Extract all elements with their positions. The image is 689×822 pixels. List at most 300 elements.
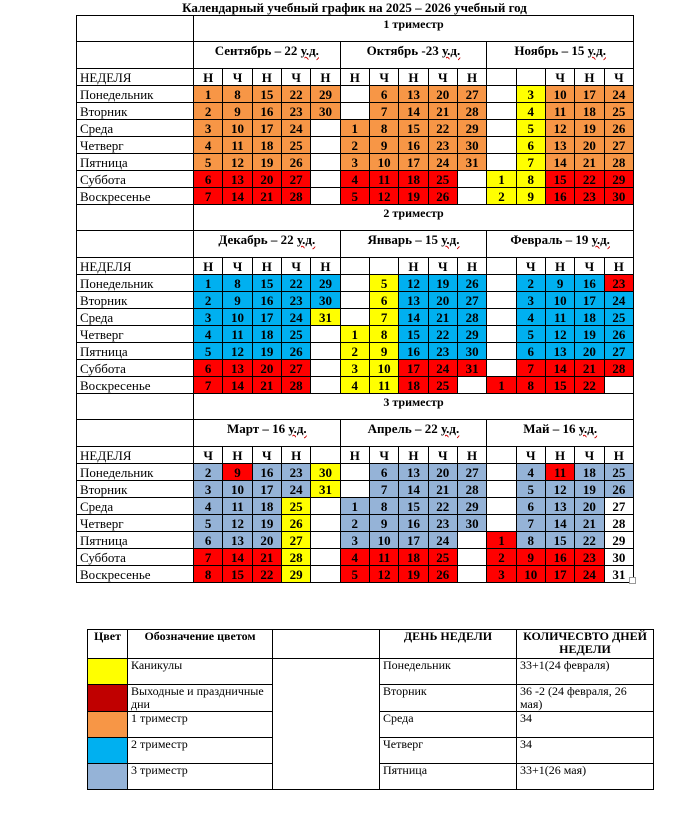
date-cell: 7: [369, 481, 398, 498]
day-row: [77, 532, 634, 549]
date-cell: 13: [399, 86, 428, 103]
week-type-cell: Ч: [575, 258, 604, 275]
date-cell: 11: [223, 498, 252, 515]
date-cell: 28: [604, 515, 633, 532]
date-cell: 15: [223, 566, 252, 583]
day-row: [77, 103, 634, 120]
date-cell: [487, 292, 516, 309]
date-cell: 31: [311, 309, 340, 326]
date-cell: 27: [457, 464, 486, 481]
week-type-cell: Н: [340, 447, 369, 464]
date-cell: 26: [281, 515, 310, 532]
date-cell: 15: [545, 377, 574, 394]
date-cell: 31: [604, 566, 633, 583]
month-header: [194, 420, 341, 447]
date-cell: 27: [457, 292, 486, 309]
date-cell: 7: [516, 154, 545, 171]
date-cell: 4: [194, 326, 223, 343]
date-cell: 17: [252, 481, 281, 498]
legend-label: 1 триместр: [128, 712, 273, 738]
date-cell: 31: [311, 481, 340, 498]
date-cell: 2: [194, 464, 223, 481]
date-cell: 15: [399, 120, 428, 137]
week-type-cell: [311, 447, 340, 464]
week-type-cell: Н: [252, 258, 281, 275]
date-cell: 13: [545, 343, 574, 360]
date-cell: 10: [545, 292, 574, 309]
month-header: [194, 231, 341, 258]
date-cell: 24: [281, 481, 310, 498]
date-cell: 2: [340, 137, 369, 154]
date-cell: 5: [194, 343, 223, 360]
date-cell: 12: [545, 481, 574, 498]
day-row: [77, 566, 634, 583]
date-cell: 9: [369, 137, 398, 154]
date-cell: 8: [516, 532, 545, 549]
date-cell: 8: [194, 566, 223, 583]
date-cell: [311, 498, 340, 515]
date-cell: [311, 360, 340, 377]
date-cell: 2: [340, 343, 369, 360]
date-cell: 19: [252, 343, 281, 360]
date-cell: 24: [428, 360, 457, 377]
date-cell: 10: [223, 481, 252, 498]
date-cell: [457, 532, 486, 549]
week-type-cell: [487, 258, 516, 275]
date-cell: [311, 171, 340, 188]
date-cell: 8: [369, 498, 398, 515]
date-cell: 10: [223, 309, 252, 326]
legend-count: 34: [517, 738, 654, 764]
date-cell: 23: [281, 464, 310, 481]
date-cell: 25: [281, 498, 310, 515]
month-row: [77, 231, 634, 258]
date-cell: 11: [545, 309, 574, 326]
date-cell: 14: [545, 154, 574, 171]
week-type-cell: Н: [604, 447, 633, 464]
month-name: Декабрь – 22: [218, 232, 297, 247]
week-type-cell: Н: [311, 258, 340, 275]
date-cell: 21: [575, 360, 604, 377]
date-cell: [457, 549, 486, 566]
study-days-abbr: у.д.: [296, 232, 316, 247]
legend-day: Среда: [380, 712, 517, 738]
day-row: [77, 377, 634, 394]
date-cell: 25: [604, 464, 633, 481]
date-cell: [487, 103, 516, 120]
date-cell: 6: [369, 292, 398, 309]
legend-count: 34: [517, 712, 654, 738]
date-cell: 23: [281, 292, 310, 309]
date-cell: 18: [252, 498, 281, 515]
date-cell: 26: [428, 566, 457, 583]
date-cell: 30: [457, 137, 486, 154]
week-type-cell: Ч: [369, 69, 398, 86]
date-cell: 7: [194, 549, 223, 566]
date-cell: 21: [575, 515, 604, 532]
date-cell: 28: [457, 103, 486, 120]
week-type-cell: Ч: [252, 447, 281, 464]
legend-day: Четверг: [380, 738, 517, 764]
date-cell: 29: [281, 566, 310, 583]
date-cell: 21: [428, 309, 457, 326]
date-cell: 10: [369, 154, 398, 171]
legend-label: Выходные и праздничные дни: [128, 685, 273, 712]
date-cell: 30: [457, 343, 486, 360]
date-cell: 25: [604, 103, 633, 120]
legend-header-day: ДЕНЬ НЕДЕЛИ: [380, 630, 517, 659]
week-type-cell: Ч: [281, 69, 310, 86]
week-type-cell: Н: [340, 69, 369, 86]
legend-blank-merged-cell: [273, 659, 380, 790]
week-type-cell: Н: [457, 69, 486, 86]
day-row: [77, 292, 634, 309]
date-cell: [487, 515, 516, 532]
date-cell: 12: [399, 275, 428, 292]
date-cell: 24: [604, 292, 633, 309]
date-cell: 21: [252, 377, 281, 394]
legend-label: 2 триместр: [128, 738, 273, 764]
day-row: [77, 326, 634, 343]
date-cell: 9: [516, 188, 545, 205]
date-cell: 7: [516, 360, 545, 377]
date-cell: [311, 532, 340, 549]
week-type-cell: Ч: [516, 447, 545, 464]
date-cell: 6: [369, 464, 398, 481]
date-cell: 5: [340, 188, 369, 205]
date-cell: 11: [545, 103, 574, 120]
month-header: [340, 231, 487, 258]
week-type-cell: Н: [223, 447, 252, 464]
legend-swatch-holidays: [88, 659, 128, 685]
legend-header-count: КОЛИЧЕСВТО ДНЕЙ НЕДЕЛИ: [517, 630, 654, 659]
day-label: Суббота: [77, 171, 194, 188]
date-cell: 2: [516, 275, 545, 292]
week-type-cell: Н: [281, 447, 310, 464]
month-row: [77, 420, 634, 447]
date-cell: 14: [399, 309, 428, 326]
date-cell: 7: [516, 515, 545, 532]
study-days-abbr: у.д.: [441, 232, 460, 247]
date-cell: 10: [369, 532, 398, 549]
date-cell: 22: [575, 532, 604, 549]
date-cell: 5: [194, 154, 223, 171]
day-label: Понедельник: [77, 86, 194, 103]
date-cell: 23: [575, 188, 604, 205]
week-type-cell: [516, 69, 545, 86]
date-cell: 18: [575, 103, 604, 120]
week-type-cell: Ч: [604, 69, 633, 86]
date-cell: 22: [575, 377, 604, 394]
date-cell: [487, 343, 516, 360]
date-cell: 20: [575, 498, 604, 515]
date-cell: 1: [340, 120, 369, 137]
date-cell: 17: [399, 532, 428, 549]
date-cell: 8: [516, 171, 545, 188]
date-cell: [487, 309, 516, 326]
date-cell: 13: [545, 137, 574, 154]
date-cell: 26: [604, 120, 633, 137]
week-type-cell: Н: [194, 69, 223, 86]
study-days-abbr: у.д.: [587, 43, 606, 58]
week-type-cell: Н: [545, 258, 574, 275]
date-cell: 7: [194, 188, 223, 205]
week-type-cell: Н: [399, 258, 428, 275]
date-cell: 1: [487, 377, 516, 394]
date-cell: 27: [604, 343, 633, 360]
date-cell: 17: [545, 566, 574, 583]
date-cell: 5: [340, 566, 369, 583]
study-days-abbr: у.д.: [300, 43, 319, 58]
week-type-cell: Ч: [369, 447, 398, 464]
date-cell: 3: [194, 120, 223, 137]
date-cell: 4: [516, 309, 545, 326]
legend-swatch-weekends: [88, 685, 128, 712]
date-cell: 22: [428, 326, 457, 343]
date-cell: 17: [399, 154, 428, 171]
date-cell: [340, 309, 369, 326]
date-cell: 27: [281, 171, 310, 188]
study-days-abbr: у.д.: [591, 232, 610, 247]
blank-cell: [77, 394, 194, 420]
date-cell: 9: [369, 515, 398, 532]
month-name: Октябрь -23: [366, 43, 442, 58]
date-cell: 21: [252, 549, 281, 566]
date-cell: 3: [487, 566, 516, 583]
date-cell: 17: [575, 292, 604, 309]
blank-cell: [77, 205, 194, 231]
date-cell: [457, 188, 486, 205]
date-cell: 27: [457, 86, 486, 103]
date-cell: 1: [194, 86, 223, 103]
week-type-cell: Н: [252, 69, 281, 86]
legend-day: Пятница: [380, 764, 517, 790]
date-cell: 21: [252, 188, 281, 205]
date-cell: [457, 377, 486, 394]
date-cell: [311, 566, 340, 583]
month-header: [194, 42, 341, 69]
date-cell: 2: [340, 515, 369, 532]
date-cell: 24: [281, 120, 310, 137]
month-name: Февраль – 19: [510, 232, 592, 247]
date-cell: 5: [516, 326, 545, 343]
date-cell: 1: [340, 498, 369, 515]
date-cell: 16: [252, 292, 281, 309]
date-cell: 26: [428, 188, 457, 205]
week-type-cell: [487, 69, 516, 86]
date-cell: 25: [281, 326, 310, 343]
day-label: Воскресенье: [77, 566, 194, 583]
date-cell: 20: [428, 86, 457, 103]
day-label: Среда: [77, 120, 194, 137]
date-cell: 23: [575, 549, 604, 566]
day-label: Четверг: [77, 326, 194, 343]
legend-swatch-trimester-3: [88, 764, 128, 790]
date-cell: 16: [399, 343, 428, 360]
date-cell: 14: [545, 360, 574, 377]
week-type-cell: Н: [545, 447, 574, 464]
legend-table: [87, 629, 654, 790]
date-cell: 21: [428, 481, 457, 498]
date-cell: 13: [545, 498, 574, 515]
week-type-cell: Н: [457, 447, 486, 464]
day-label: Пятница: [77, 532, 194, 549]
day-row: [77, 275, 634, 292]
date-cell: 12: [545, 326, 574, 343]
date-cell: [487, 326, 516, 343]
day-row: [77, 154, 634, 171]
date-cell: 26: [281, 154, 310, 171]
date-cell: [311, 188, 340, 205]
date-cell: 24: [281, 309, 310, 326]
date-cell: 8: [516, 377, 545, 394]
day-label: Среда: [77, 498, 194, 515]
week-type-cell: Н: [194, 258, 223, 275]
day-row: [77, 171, 634, 188]
date-cell: [311, 137, 340, 154]
date-cell: 13: [223, 532, 252, 549]
date-cell: 4: [516, 103, 545, 120]
date-cell: 9: [545, 275, 574, 292]
date-cell: 2: [194, 292, 223, 309]
month-name: Май – 16: [523, 421, 579, 436]
month-header: [340, 420, 487, 447]
date-cell: 17: [399, 360, 428, 377]
month-name: Ноябрь – 15: [514, 43, 588, 58]
date-cell: [487, 120, 516, 137]
date-cell: 26: [604, 481, 633, 498]
week-type-cell: Н: [311, 69, 340, 86]
day-row: [77, 137, 634, 154]
date-cell: [487, 498, 516, 515]
week-type-cell: Ч: [575, 447, 604, 464]
legend-swatch-trimester-2: [88, 738, 128, 764]
date-cell: 20: [252, 532, 281, 549]
date-cell: [311, 377, 340, 394]
date-cell: 22: [281, 275, 310, 292]
date-cell: 3: [516, 292, 545, 309]
date-cell: 29: [457, 326, 486, 343]
day-label: Воскресенье: [77, 188, 194, 205]
date-cell: 24: [428, 532, 457, 549]
date-cell: 15: [545, 532, 574, 549]
week-type-cell: Ч: [516, 258, 545, 275]
date-cell: 24: [604, 86, 633, 103]
date-cell: 22: [428, 498, 457, 515]
date-cell: 2: [487, 188, 516, 205]
date-cell: 17: [252, 120, 281, 137]
date-cell: 27: [604, 498, 633, 515]
date-cell: 28: [281, 549, 310, 566]
date-cell: 22: [575, 171, 604, 188]
date-cell: [311, 515, 340, 532]
date-cell: [487, 137, 516, 154]
date-cell: 16: [545, 188, 574, 205]
table-resize-handle[interactable]: [629, 577, 636, 584]
week-type-cell: [487, 447, 516, 464]
week-label: НЕДЕЛЯ: [77, 447, 194, 464]
month-row: [77, 42, 634, 69]
date-cell: 31: [457, 360, 486, 377]
date-cell: 9: [223, 103, 252, 120]
date-cell: 29: [311, 86, 340, 103]
date-cell: 4: [340, 549, 369, 566]
date-cell: 17: [252, 309, 281, 326]
date-cell: 30: [311, 464, 340, 481]
legend-row: [88, 659, 654, 685]
day-label: Пятница: [77, 343, 194, 360]
date-cell: 18: [575, 464, 604, 481]
legend-swatch-trimester-1: [88, 712, 128, 738]
date-cell: 7: [194, 377, 223, 394]
date-cell: [311, 120, 340, 137]
week-type-row: [77, 69, 634, 86]
legend-count: 33+1(24 февраля): [517, 659, 654, 685]
date-cell: 28: [604, 154, 633, 171]
date-cell: 14: [399, 481, 428, 498]
date-cell: 13: [223, 360, 252, 377]
date-cell: 8: [369, 326, 398, 343]
date-cell: 6: [516, 137, 545, 154]
date-cell: 16: [399, 137, 428, 154]
date-cell: [340, 275, 369, 292]
date-cell: 18: [399, 549, 428, 566]
date-cell: 11: [545, 464, 574, 481]
day-label: Вторник: [77, 103, 194, 120]
study-days-abbr: у.д.: [578, 421, 598, 436]
legend-day: Вторник: [380, 685, 517, 712]
date-cell: [311, 154, 340, 171]
date-cell: 6: [369, 86, 398, 103]
date-cell: 18: [399, 171, 428, 188]
date-cell: 26: [604, 326, 633, 343]
date-cell: 11: [369, 549, 398, 566]
date-cell: 28: [457, 309, 486, 326]
week-type-cell: [369, 258, 398, 275]
date-cell: [487, 464, 516, 481]
date-cell: 23: [281, 103, 310, 120]
date-cell: 4: [340, 377, 369, 394]
trimester-row: [77, 394, 634, 420]
date-cell: 31: [457, 154, 486, 171]
date-cell: 3: [340, 154, 369, 171]
date-cell: [457, 566, 486, 583]
blank-cell: [77, 231, 194, 258]
date-cell: [311, 326, 340, 343]
date-cell: 20: [252, 360, 281, 377]
date-cell: [340, 86, 369, 103]
date-cell: 13: [223, 171, 252, 188]
date-cell: 3: [516, 86, 545, 103]
date-cell: 9: [223, 292, 252, 309]
day-label: Суббота: [77, 360, 194, 377]
date-cell: 4: [194, 137, 223, 154]
day-label: Вторник: [77, 292, 194, 309]
date-cell: 15: [399, 498, 428, 515]
date-cell: 5: [516, 481, 545, 498]
date-cell: 19: [252, 154, 281, 171]
date-cell: [457, 171, 486, 188]
date-cell: 21: [575, 154, 604, 171]
date-cell: 6: [516, 498, 545, 515]
week-type-cell: Н: [575, 69, 604, 86]
date-cell: 21: [428, 103, 457, 120]
day-row: [77, 464, 634, 481]
date-cell: 13: [399, 292, 428, 309]
date-cell: 8: [223, 86, 252, 103]
date-cell: 22: [281, 86, 310, 103]
date-cell: 20: [575, 137, 604, 154]
